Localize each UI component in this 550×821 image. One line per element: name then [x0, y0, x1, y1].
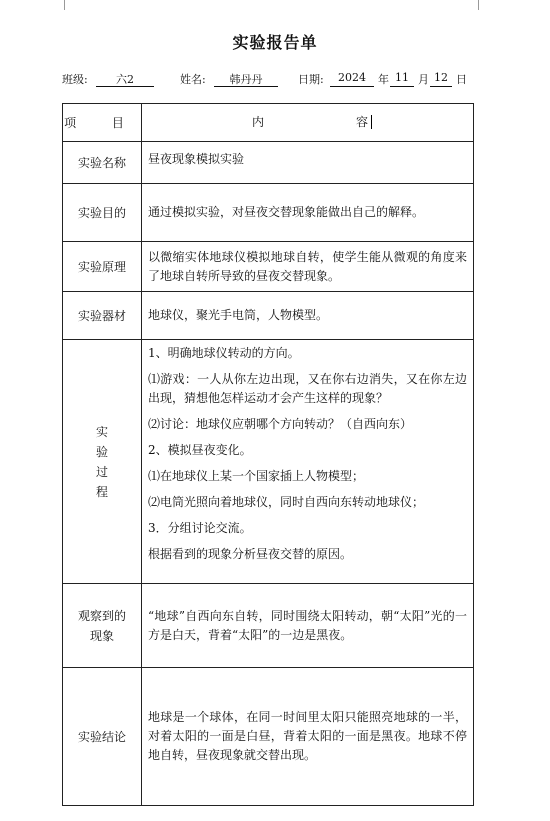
process-label-char: 程 — [95, 484, 108, 499]
table-row — [63, 584, 474, 668]
month-field[interactable] — [390, 71, 414, 87]
conclusion-value-cell[interactable]: 地球是一个球体，在同一时间里太阳只能照亮地球的一半，对着太阳的一面是白昼，背着太阳的一面是黑夜。地球不停地自转，昼夜现象就交替出现。 — [142, 668, 474, 806]
document-title: 实验报告单 — [232, 33, 318, 52]
process-step: 1、明确地球仪转动的方向。 — [148, 346, 300, 360]
day-suffix: 日 — [456, 73, 467, 86]
process-label-char: 验 — [95, 444, 108, 459]
day-field[interactable] — [430, 71, 452, 87]
process-step: 3．分组讨论交流。 — [148, 521, 252, 535]
equipment-value-cell[interactable]: 地球仪，聚光手电筒，人物模型。 — [142, 292, 474, 340]
year-suffix: 年 — [378, 73, 389, 86]
class-field[interactable] — [96, 71, 154, 87]
principle-value-cell[interactable]: 以微缩实体地球仪模拟地球自转，使学生能从微观的角度来了地球自转所导致的昼夜交替现象。 — [142, 242, 474, 292]
observed-label-line: 现象 — [89, 628, 114, 643]
table-row — [63, 668, 474, 806]
process-value-cell[interactable] — [142, 340, 474, 584]
observed-value-cell[interactable]: “地球”自西向东自转，同时围绕太阳转动，朝“太阳”光的一方是白天，背着“太阳”的一边是黑夜。 — [142, 584, 474, 668]
table-row — [63, 184, 474, 242]
table-row — [63, 142, 474, 184]
header-item-cell — [63, 104, 142, 142]
process-step: 根据看到的现象分析昼夜交替的原因。 — [148, 547, 353, 561]
report-table — [62, 103, 474, 806]
name-label-cell: 实验名称 — [63, 142, 142, 184]
name-value-cell[interactable]: 昼夜现象模拟实验 — [142, 142, 474, 184]
purpose-label-cell: 实验目的 — [63, 184, 142, 242]
table-row — [63, 340, 474, 584]
observed-label-line: 观察到的 — [77, 608, 126, 623]
process-step: 2、模拟昼夜变化。 — [148, 443, 252, 457]
process-label-char: 过 — [95, 464, 108, 479]
process-step: ⑴在地球仪上某一个国家插上人物模型； — [148, 469, 365, 483]
header-content-char-2: 容 — [356, 115, 369, 129]
process-label-cell — [63, 340, 142, 584]
name-field[interactable] — [214, 71, 278, 87]
header-content-cell[interactable] — [142, 104, 474, 142]
date-label: 日期: — [298, 73, 324, 86]
principle-label-cell: 实验原理 — [63, 242, 142, 292]
name-label: 姓名: — [180, 73, 206, 86]
year-field[interactable] — [330, 71, 374, 87]
class-value: 六2 — [116, 73, 134, 86]
process-step: ⑵电筒光照向着地球仪，同时自西向东转动地球仪； — [148, 495, 425, 509]
margin-mark-left — [50, 0, 65, 10]
table-row — [63, 292, 474, 340]
day-value: 12 — [434, 71, 448, 84]
class-label: 班级: — [62, 73, 88, 86]
info-row — [62, 71, 482, 89]
equipment-label-cell: 实验器材 — [63, 292, 142, 340]
name-value: 韩丹丹 — [229, 73, 263, 86]
conclusion-label-cell: 实验结论 — [63, 668, 142, 806]
table-header-row — [63, 104, 474, 142]
month-value: 11 — [395, 71, 409, 84]
table-row — [63, 242, 474, 292]
header-item-label: 项 目 — [64, 115, 140, 130]
header-content-char-1: 内 — [252, 115, 265, 129]
observed-label-cell — [63, 584, 142, 668]
purpose-value-cell[interactable]: 通过模拟实验，对昼夜交替现象能做出自己的解释。 — [142, 184, 474, 242]
text-cursor — [371, 115, 372, 129]
process-step: ⑵讨论：地球仪应朝哪个方向转动？（自西向东） — [148, 417, 413, 431]
margin-mark-right — [478, 0, 493, 10]
process-step: ⑴游戏：一人从你左边出现，又在你右边消失，又在你左边出现，猜想他怎样运动才会产生这样的现象？ — [148, 372, 467, 405]
year-value: 2024 — [338, 71, 366, 84]
month-suffix: 月 — [418, 73, 429, 86]
process-label-char: 实 — [95, 424, 108, 439]
